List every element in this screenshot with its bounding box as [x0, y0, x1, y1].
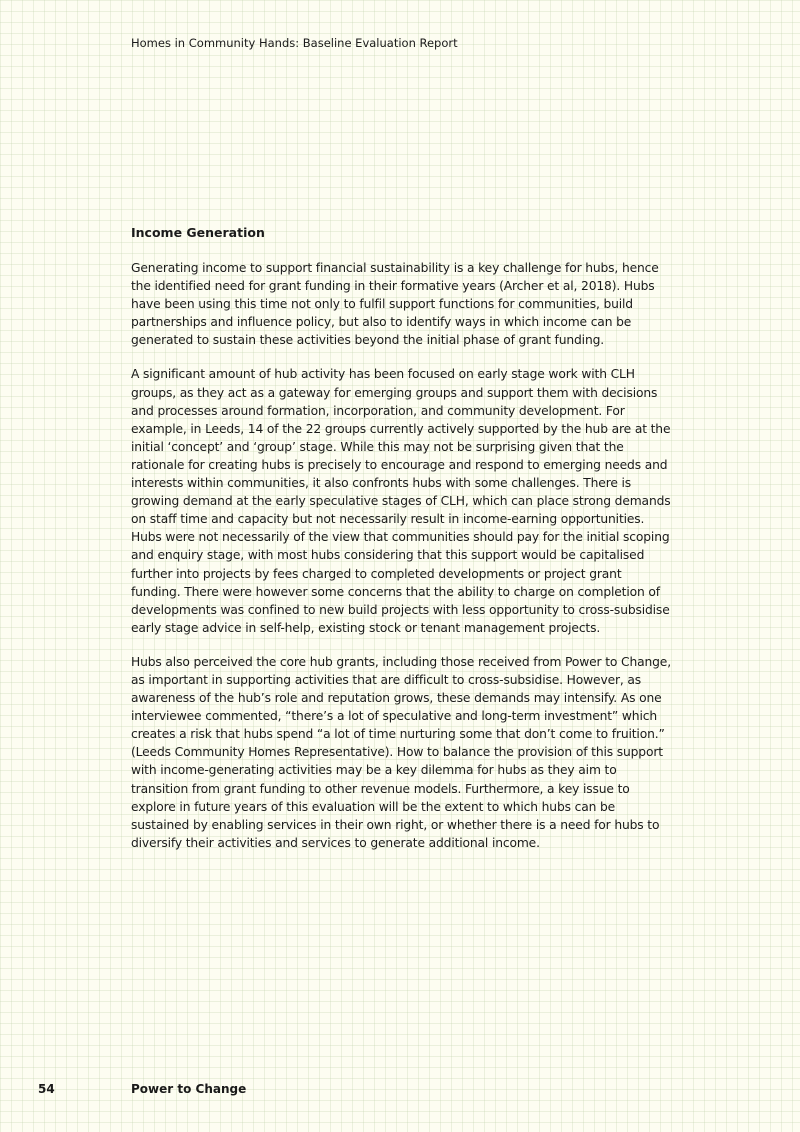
main-content	[131, 224, 671, 868]
paragraph: A significant amount of hub activity has been focused on early stage work with CLH groups, as they act as a gateway for emerging groups and support them with decisions and processes around formation, incorporation, and community development. For example, in Leeds, 14 of the 22 groups currently actively supported by the hub are at the initial ‘concept’ and ‘group’ stage. While this may not be surprising given that the rationale for creating hubs is precisely to encourage and respond to emerging needs and interests within communities, it also confronts hubs with some challenges. There is growing demand at the early speculative stages of CLH, which can place strong demands on staff time and capacity but not necessarily result in income-earning opportunities. Hubs were not necessarily of the view that communities should pay for the initial scoping and enquiry stage, with most hubs considering that this support would be capitalised further into projects by fees charged to completed developments or project grant funding. There were however some concerns that the ability to charge on completion of developments was confined to new build projects with less opportunity to cross-subsidise early stage advice in self-help, existing stock or tenant management projects.	[131, 367, 671, 635]
footer-brand: Power to Change	[131, 1082, 247, 1096]
page-number: 54	[38, 1082, 55, 1096]
paragraph: Generating income to support financial sustainability is a key challenge for hubs, hence the identified need for grant funding in their formative years (Archer et al, 2018). Hubs have been using this time not only to fulfil support functions for communities, build partnerships and influence policy, but also to identify ways in which income can be generated to sustain these activities beyond the initial phase of grant funding.	[131, 261, 659, 348]
paragraph: Hubs also perceived the core hub grants, including those received from Power to Change, as important in supporting activities that are difficult to cross-subsidise. However, as awareness of the hub’s role and reputation grows, these demands may intensify. As one interviewee commented, “there’s a lot of speculative and long-term investment” which creates a risk that hubs spend “a lot of time nurturing some that don’t come to fruition.” (Leeds Community Homes Representative). How to balance the provision of this support with income-generating activities may be a key dilemma for hubs as they aim to transition from grant funding to other revenue models. Furthermore, a key issue to explore in future years of this evaluation will be the extent to which hubs can be sustained by enabling services in their own right, or whether there is a need for hubs to diversify their activities and services to generate additional income.	[131, 654, 671, 850]
running-header: Homes in Community Hands: Baseline Evaluation Report	[131, 36, 458, 50]
section-title: Income Generation	[131, 225, 265, 240]
